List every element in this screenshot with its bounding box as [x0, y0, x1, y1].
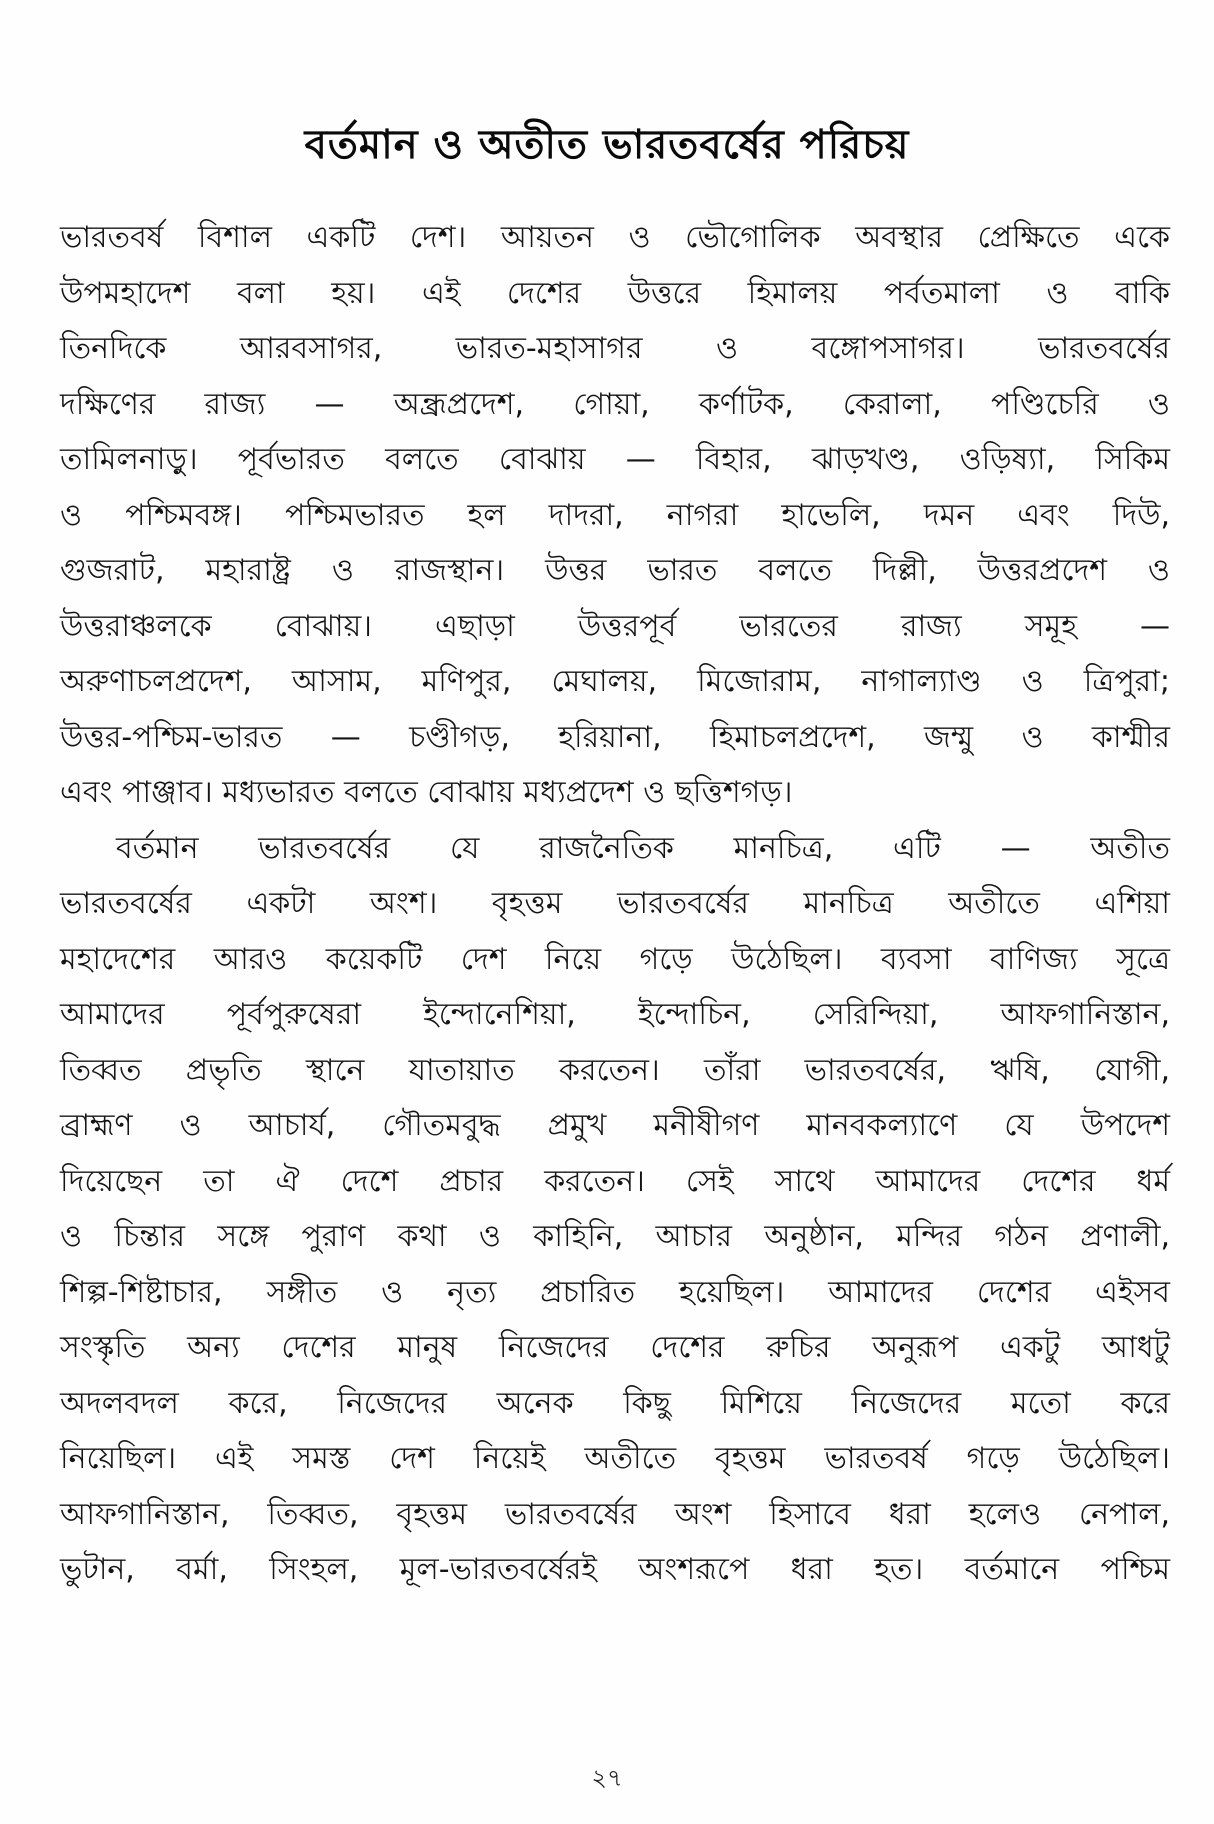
- text-line: আফগানিস্তান, তিব্বত, বৃহত্তম ভারতবর্ষের অংশ হিসাবে ধরা হলেও নেপাল,: [60, 1496, 1170, 1532]
- text-line: শিল্প-শিষ্টাচার, সঙ্গীত ও নৃত্য প্রচারিত হয়েছিল। আমাদের দেশের এইসব: [60, 1274, 1170, 1310]
- text-line: এবং পাঞ্জাব। মধ্যভারত বলতে বোঝায় মধ্যপ্রদেশ ও ছত্তিশগড়।: [60, 775, 793, 810]
- text-line: ও চিন্তার সঙ্গে পুরাণ কথা ও কাহিনি, আচার অনুষ্ঠান, মন্দির গঠন প্রণালী,: [60, 1219, 1170, 1254]
- text-line: ভারতবর্ষের একটা অংশ। বৃহত্তম ভারতবর্ষের মানচিত্র অতীতে এশিয়া: [60, 886, 1170, 921]
- text-line: অরুণাচলপ্রদেশ, আসাম, মণিপুর, মেঘালয়, মিজোরাম, নাগাল্যাণ্ড ও ত্রিপুরা;: [60, 664, 1170, 699]
- text-line: মহাদেশের আরও কয়েকটি দেশ নিয়ে গড়ে উঠেছিল। ব্যবসা বাণিজ্য সূত্রে: [60, 941, 1170, 977]
- text-line: নিয়েছিল। এই সমস্ত দেশ নিয়েই অতীতে বৃহত্তম ভারতবর্ষ গড়ে উঠেছিল।: [60, 1441, 1171, 1476]
- page-number: ২৭: [591, 1764, 623, 1792]
- page-title: বর্তমান ও অতীত ভারতবর্ষের পরিচয়: [304, 121, 910, 168]
- paragraph-1: [60, 210, 1170, 821]
- text-line: তামিলনাড়ু। পূর্বভারত বলতে বোঝায় — বিহার, ঝাড়খণ্ড, ওড়িষ্যা, সিকিম: [60, 442, 1170, 477]
- text-line: আমাদের পূর্বপুরুষেরা ইন্দোনেশিয়া, ইন্দোচিন, সেরিন্দিয়া, আফগানিস্তান,: [60, 997, 1170, 1032]
- text-line: গুজরাট, মহারাষ্ট্র ও রাজস্থান। উত্তর ভারত বলতে দিল্লী, উত্তরপ্রদেশ ও: [60, 553, 1170, 588]
- text-line: উপমহাদেশ বলা হয়। এই দেশের উত্তরে হিমালয় পর্বতমালা ও বাকি: [60, 275, 1170, 311]
- text-line: অদলবদল করে, নিজেদের অনেক কিছু মিশিয়ে নিজেদের মতো করে: [60, 1385, 1170, 1421]
- text-line: বর্তমান ভারতবর্ষের যে রাজনৈতিক মানচিত্র, এটি — অতীত: [116, 830, 1170, 866]
- text-line: দিয়েছেন তা ঐ দেশে প্রচার করতেন। সেই সাথে আমাদের দেশের ধর্ম: [60, 1163, 1170, 1199]
- body-text: [60, 210, 1170, 1598]
- text-line: ভারতবর্ষ বিশাল একটি দেশ। আয়তন ও ভৌগোলিক অবস্থার প্রেক্ষিতে একে: [60, 220, 1170, 255]
- text-line: দক্ষিণের রাজ্য — অন্ধ্রপ্রদেশ, গোয়া, কর্ণাটক, কেরালা, পণ্ডিচেরি ও: [60, 386, 1170, 422]
- text-line: তিব্বত প্রভৃতি স্থানে যাতায়াত করতেন। তাঁরা ভারতবর্ষের, ঋষি, যোগী,: [60, 1052, 1170, 1088]
- text-line: ভুটান, বর্মা, সিংহল, মূল-ভারতবর্ষেরই অংশরূপে ধরা হত। বর্তমানে পশ্চিম: [60, 1552, 1170, 1587]
- text-line: তিনদিকে আরবসাগর, ভারত-মহাসাগর ও বঙ্গোপসাগর। ভারতবর্ষের: [60, 331, 1170, 366]
- text-line: উত্তর-পশ্চিম-ভারত — চণ্ডীগড়, হরিয়ানা, হিমাচলপ্রদেশ, জম্মু ও কাশ্মীর: [60, 719, 1170, 755]
- text-line: সংস্কৃতি অন্য দেশের মানুষ নিজেদের দেশের রুচির অনুরূপ একটু আধটু: [60, 1330, 1170, 1365]
- text-line: উত্তরাঞ্চলকে বোঝায়। এছাড়া উত্তরপূর্ব ভারতের রাজ্য সমূহ —: [60, 608, 1170, 644]
- paragraph-2: [60, 821, 1170, 1598]
- text-line: ও পশ্চিমবঙ্গ। পশ্চিমভারত হল দাদরা, নাগরা হাভেলি, দমন এবং দিউ,: [60, 497, 1170, 533]
- text-line: ব্রাহ্মণ ও আচার্য, গৌতমবুদ্ধ প্রমুখ মনীষীগণ মানবকল্যাণে যে উপদেশ: [60, 1108, 1170, 1143]
